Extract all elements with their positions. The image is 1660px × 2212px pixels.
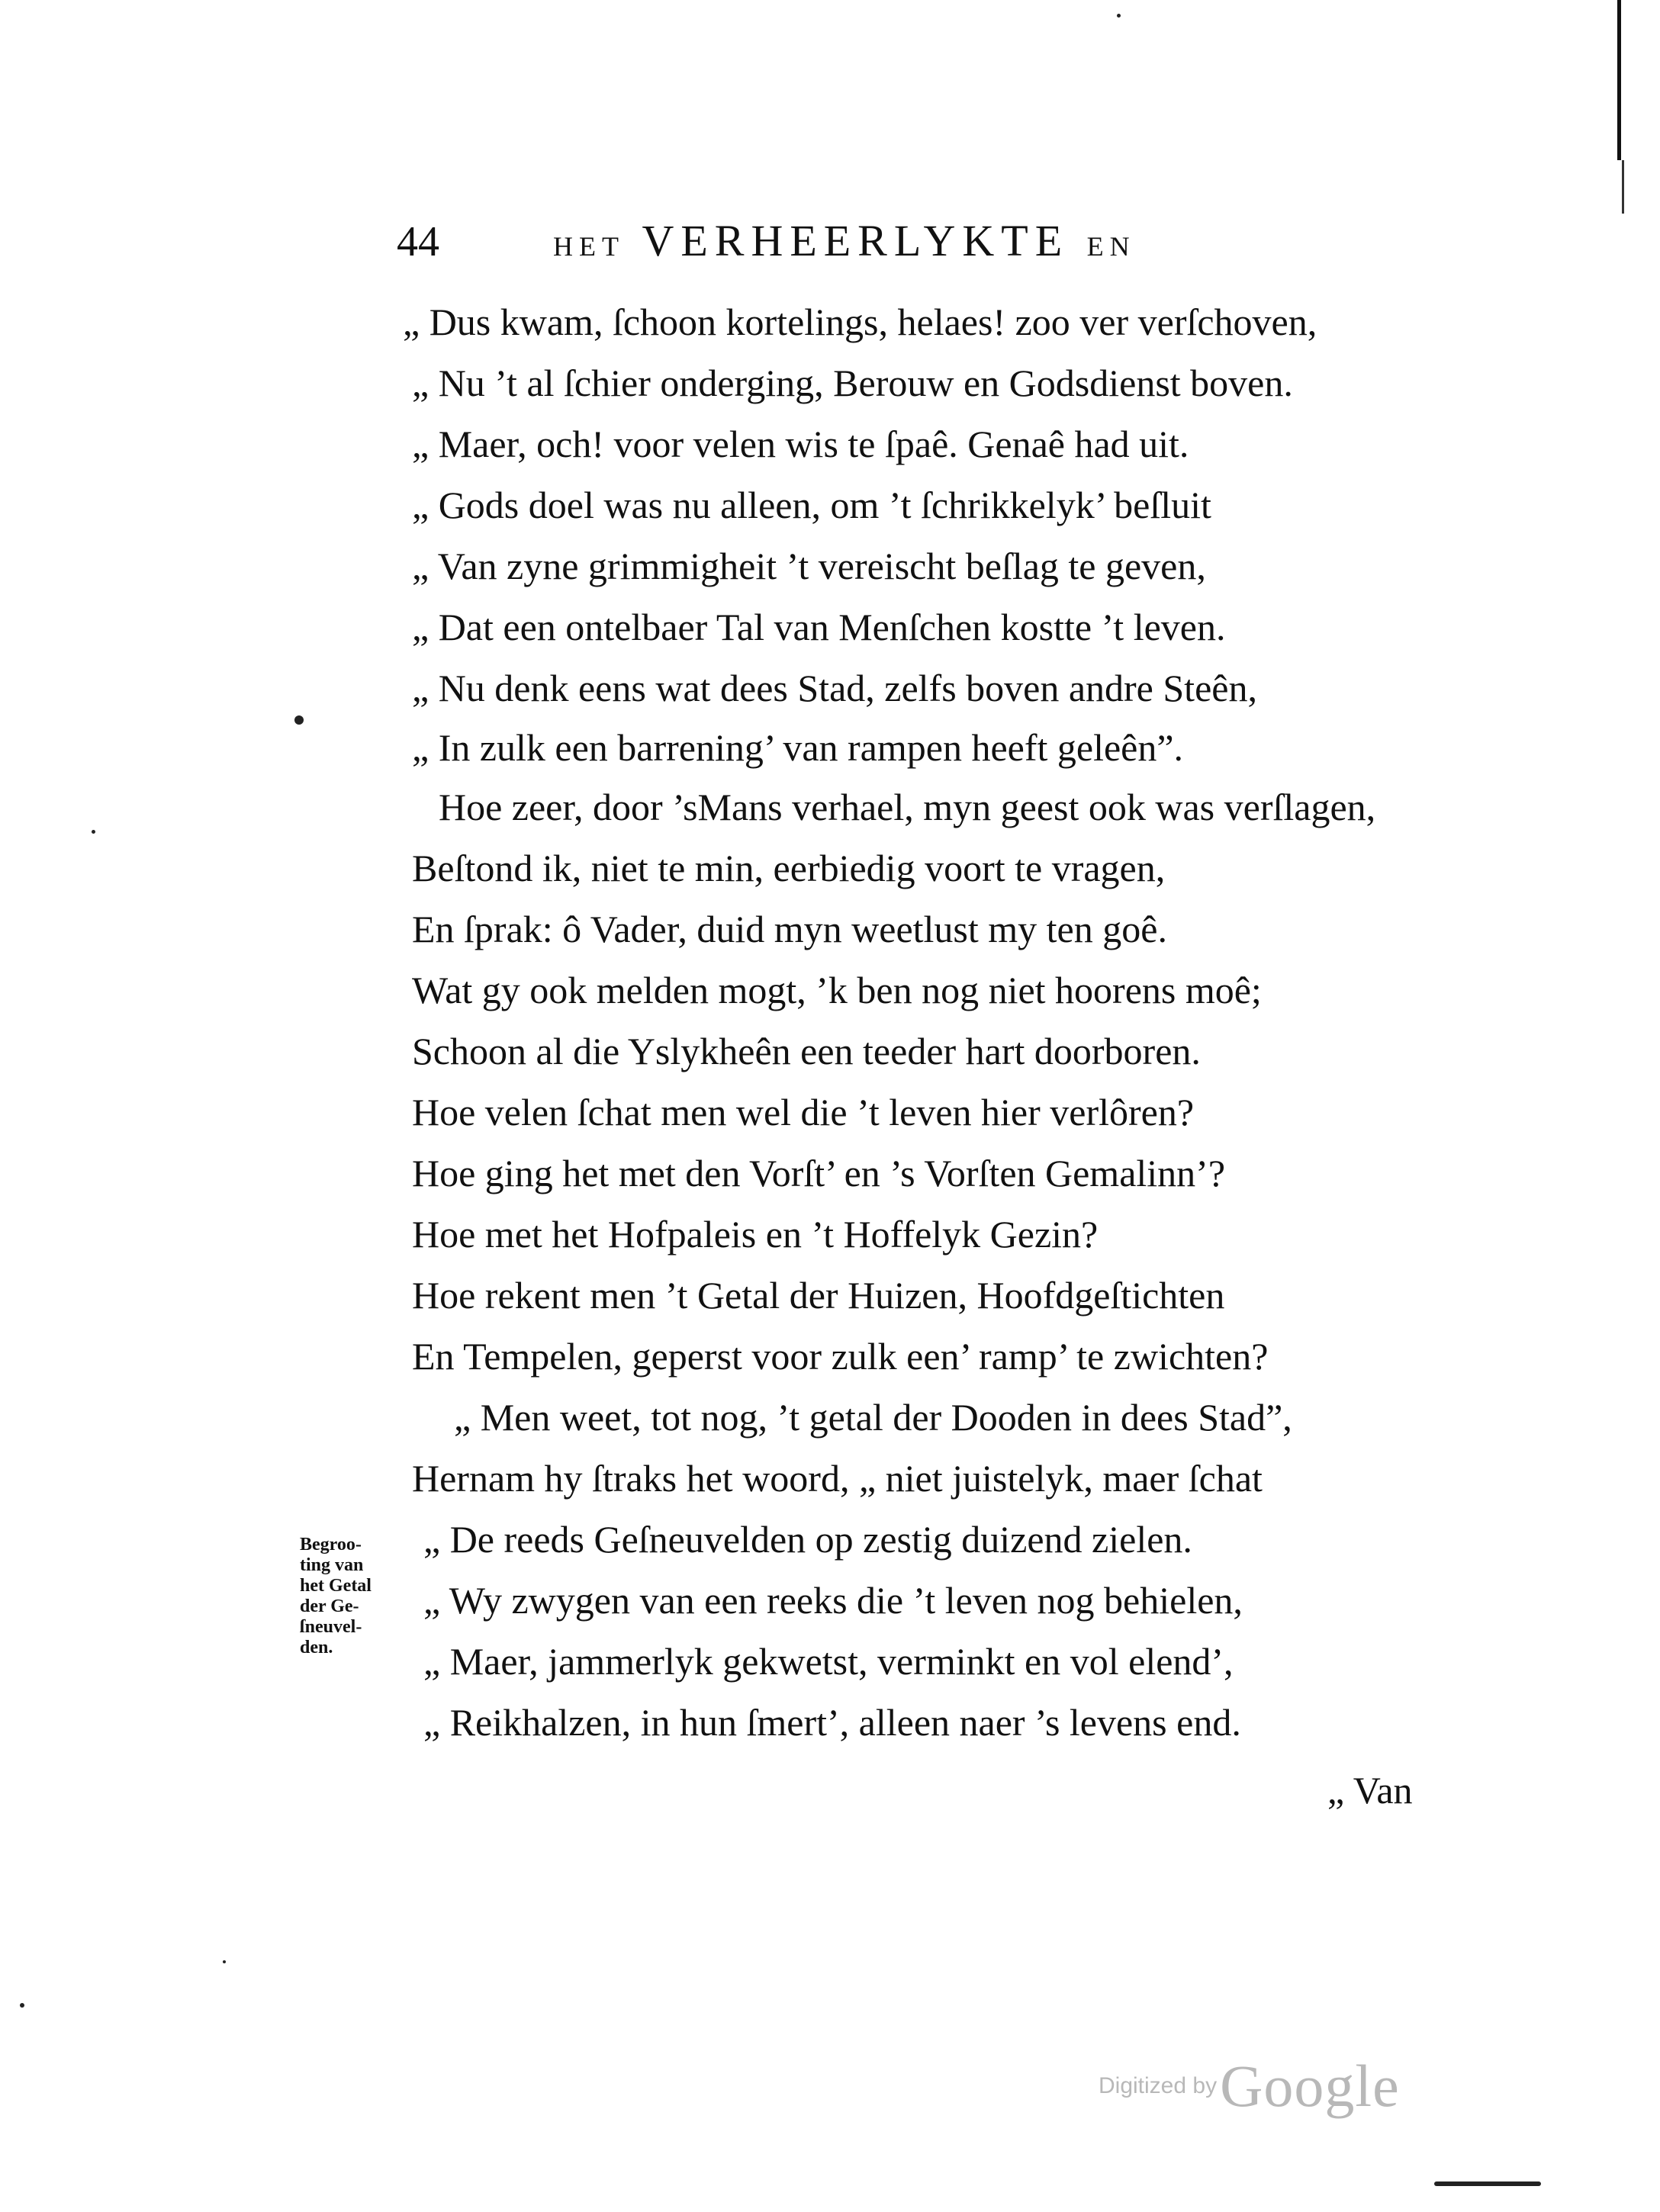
verse-line: En ſprak: ô Vader, duid myn weetlust my ten goê. (412, 908, 1167, 950)
verse-line: „ Maer, och! voor velen wis te ſpaê. Genaê had uit. (412, 423, 1189, 465)
verse-line: „ Dus kwam, ſchoon kortelings, helaes! zoo ver verſchoven, (403, 301, 1317, 343)
verse-line: Hoe velen ſchat men wel die ’t leven hier verlôren? (412, 1091, 1195, 1133)
running-title-suffix: EN (1086, 231, 1136, 262)
verse-line: „ Dat een ontelbaer Tal van Menſchen kostte ’t leven. (412, 606, 1226, 648)
verse-line: „ Reikhalzen, in hun ſmert’, alleen naer ’s levens end. (423, 1701, 1241, 1744)
page-number: 44 (397, 218, 439, 265)
verse-line: „ Men weet, tot nog, ’t getal der Dooden in dees Stad”, (454, 1396, 1292, 1439)
catchword: „ Van (1327, 1769, 1413, 1812)
ink-speck (294, 715, 304, 725)
verse-line: Beſtond ik, niet te min, eerbiedig voort te vragen, (412, 847, 1166, 889)
ink-speck (20, 2003, 24, 2008)
marginal-note-line: Begroo- (300, 1535, 362, 1555)
digitized-watermark (1099, 2052, 1400, 2120)
verse-line: Hoe zeer, door ’sMans verhael, myn geest ook was verſlagen, (439, 786, 1376, 828)
ink-speck (223, 1960, 226, 1963)
ink-speck (92, 830, 95, 834)
running-title-prefix: HET (553, 231, 625, 262)
verse-line: „ Nu ’t al ſchier onderging, Berouw en Godsdienst boven. (412, 362, 1293, 404)
page-edge-line (1617, 0, 1621, 160)
page-edge-line-lower (1622, 160, 1624, 214)
verse-line: Hernam hy ſtraks het woord, „ niet juistelyk, maer ſchat (412, 1457, 1263, 1500)
running-title (553, 215, 1136, 266)
google-logo: Google (1220, 2053, 1400, 2119)
verse-line: „ De reeds Geſneuvelden op zestig duizend zielen. (423, 1518, 1192, 1561)
marginal-note-line: der Ge- (300, 1596, 359, 1616)
verse-line: „ Gods doel was nu alleen, om ’t ſchrikkelyk’ beſluit (412, 484, 1211, 526)
verse-line: Hoe rekent men ’t Getal der Huizen, Hoofdgeſtichten (412, 1274, 1225, 1317)
marginal-note-line: ſneuvel- (300, 1617, 362, 1637)
ink-speck (1117, 14, 1121, 18)
marginal-note (300, 1535, 414, 1658)
marginal-note-line: het Getal (300, 1576, 372, 1596)
verse-line: „ Wy zwygen van een reeks die ’t leven nog behielen, (423, 1579, 1243, 1622)
verse-line: „ Van zyne grimmigheit ’t vereischt beſlag te geven, (412, 545, 1206, 587)
verse-line: „ Maer, jammerlyk gekwetst, verminkt en vol elend’, (423, 1640, 1234, 1683)
verse-line: Wat gy ook melden mogt, ’k ben nog niet hoorens moê; (412, 969, 1262, 1011)
verse-line: „ In zulk een barrening’ van rampen heeft geleên”. (412, 726, 1184, 769)
running-title-main: VERHEERLYKTE (642, 216, 1070, 265)
marginal-note-line: ting van (300, 1555, 364, 1575)
verse-line: „ Nu denk eens wat dees Stad, zelfs boven andre Steên, (412, 667, 1257, 709)
verse-line: En Tempelen, geperst voor zulk een’ ramp’ te zwichten? (412, 1335, 1269, 1378)
ink-smudge (1434, 2181, 1541, 2186)
verse-line: Schoon al die Yslykheên een teeder hart doorboren. (412, 1030, 1201, 1072)
marginal-note-line: den. (300, 1638, 333, 1657)
verse-line: Hoe met het Hofpaleis en ’t Hoffelyk Gezin? (412, 1213, 1099, 1256)
verse-line: Hoe ging het met den Vorſt’ en ’s Vorſten Gemalinn’? (412, 1152, 1226, 1194)
watermark-prefix: Digitized by (1099, 2073, 1218, 2098)
